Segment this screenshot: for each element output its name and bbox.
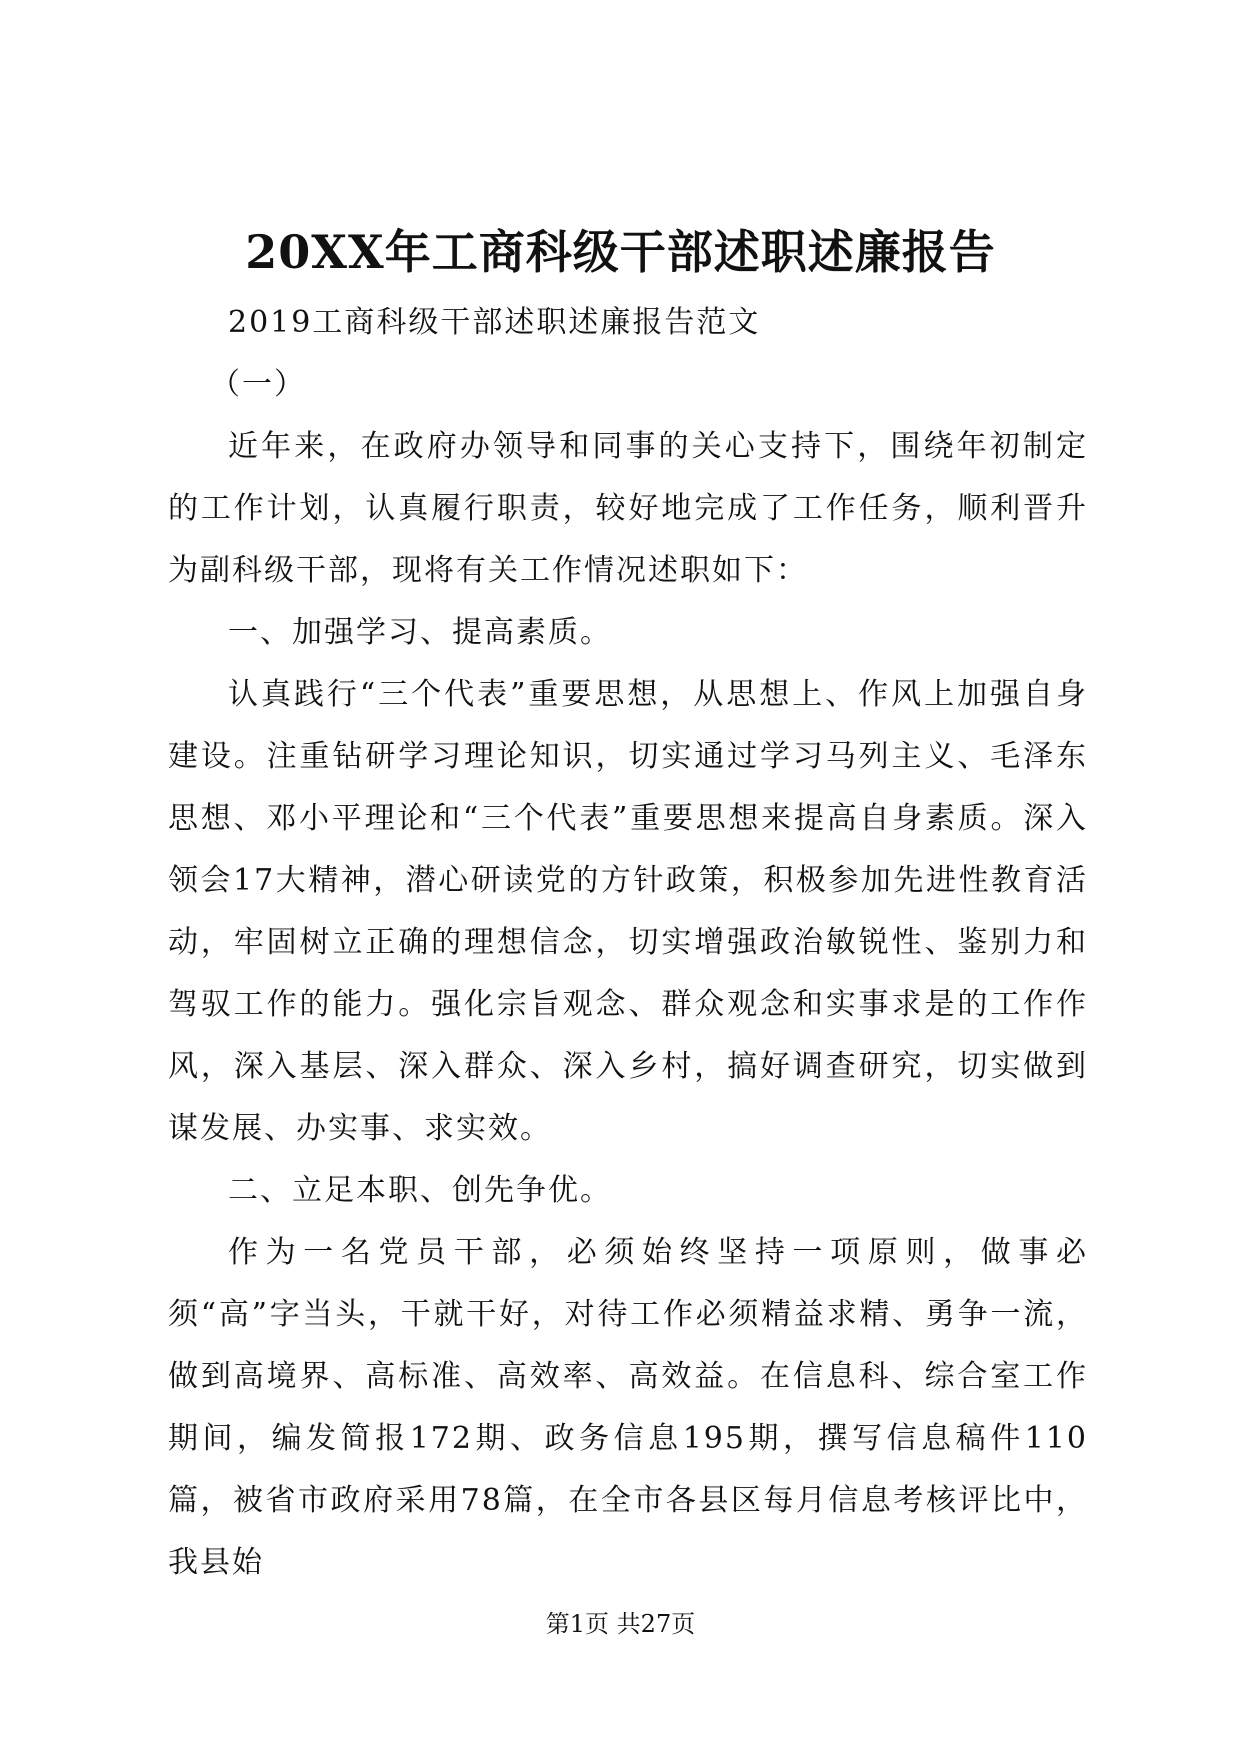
intro-paragraph: 近年来，在政府办领导和同事的关心支持下，围绕年初制定的工作计划，认真履行职责，较好地完成了工作任务，顺利晋升为副科级干部，现将有关工作情况述职如下： [168, 429, 1088, 588]
document-body [168, 292, 1088, 1594]
document-title: 20XX年工商科级干部述职述廉报告 [245, 225, 996, 279]
section-number-paragraph: （一） [210, 367, 306, 402]
heading-one-paragraph: 一、加强学习、提高素质。 [228, 615, 612, 650]
subtitle-paragraph: 2019工商科级干部述职述廉报告范文 [228, 305, 761, 340]
study-paragraph: 认真践行“三个代表”重要思想，从思想上、作风上加强自身建设。注重钻研学习理论知识，切实通过学习马列主义、毛泽东思想、邓小平理论和“三个代表”重要思想来提高自身素质。深入领会17大精神，潜心研读党的方针政策，积极参加先进性教育活动，牢固树立正确的理想信念，切实增强政治敏锐性、鉴别力和驾驭工作的能力。强化宗旨观念、群众观念和实事求是的工作作风，深入基层、深入群众、深入乡村，搞好调查研究，切实做到谋发展、办实事、求实效。 [168, 677, 1088, 1146]
work-paragraph: 作为一名党员干部，必须始终坚持一项原则，做事必须“高”字当头，干就干好，对待工作必须精益求精、勇争一流，做到高境界、高标准、高效率、高效益。在信息科、综合室工作期间，编发简报172期、政务信息195期，撰写信息稿件110篇，被省市政府采用78篇，在全市各县区每月信息考核评比中，我县始 [168, 1235, 1088, 1580]
page-number-footer: 第1页 共27页 [545, 1610, 696, 1638]
heading-two-paragraph: 二、立足本职、创先争优。 [228, 1173, 612, 1208]
